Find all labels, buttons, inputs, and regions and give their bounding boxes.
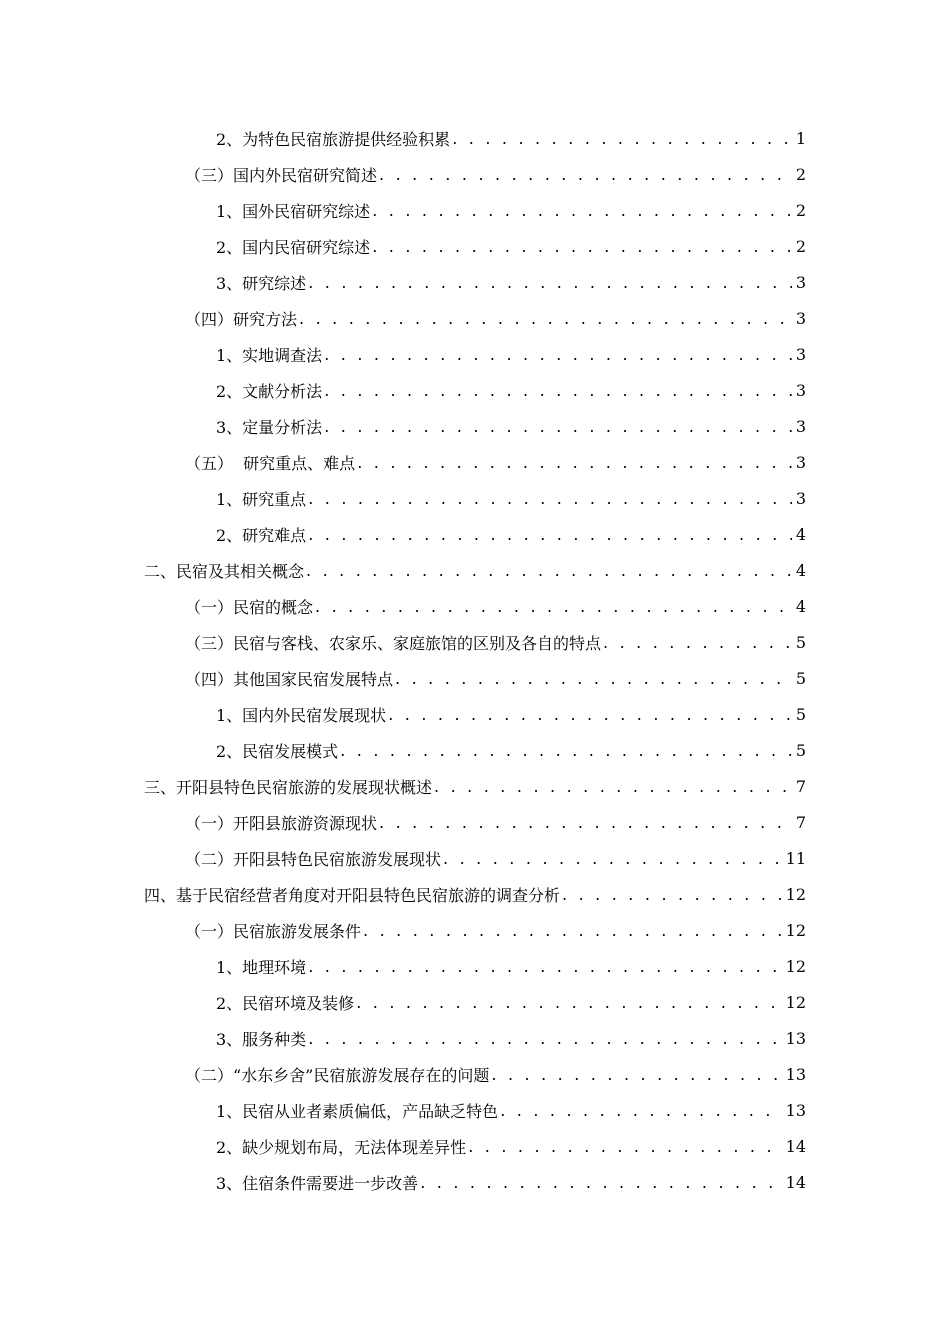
toc-entry-title: （二）开阳县特色民宿旅游发展现状 — [185, 849, 442, 869]
toc-dot-leader — [324, 417, 792, 436]
toc-entry-title: 2、为特色民宿旅游提供经验积累 — [216, 129, 451, 149]
toc-dot-leader — [420, 1173, 781, 1192]
toc-entry-title: 2、民宿发展模式 — [216, 741, 339, 761]
toc-page-number: 12 — [785, 956, 806, 976]
toc-dot-leader — [357, 453, 792, 472]
toc-entry[interactable] — [0, 300, 950, 336]
toc-page-number: 13 — [785, 1028, 806, 1048]
toc-entry[interactable] — [0, 588, 950, 624]
toc-dot-leader — [308, 273, 792, 292]
toc-page-number: 2 — [795, 200, 806, 220]
toc-entry-title: 1、地理环境 — [216, 957, 307, 977]
toc-entry[interactable] — [0, 804, 950, 840]
toc-entry[interactable] — [0, 372, 950, 408]
toc-entry[interactable] — [0, 912, 950, 948]
toc-dot-leader — [372, 201, 792, 220]
toc-entry[interactable] — [0, 1056, 950, 1092]
toc-entry[interactable] — [0, 264, 950, 300]
toc-page-number: 14 — [785, 1172, 806, 1192]
toc-dot-leader — [356, 993, 781, 1012]
toc-dot-leader — [434, 777, 792, 796]
toc-dot-leader — [372, 237, 792, 256]
toc-entry-title: 四、基于民宿经营者角度对开阳县特色民宿旅游的调查分析 — [144, 885, 561, 905]
toc-page-number: 3 — [795, 416, 806, 436]
toc-page-number: 3 — [795, 488, 806, 508]
toc-entry-title: 1、国内外民宿发展现状 — [216, 705, 387, 725]
toc-dot-leader — [379, 813, 792, 832]
toc-page-number: 11 — [785, 848, 806, 868]
toc-entry[interactable] — [0, 120, 950, 156]
toc-page-number: 3 — [795, 344, 806, 364]
toc-entry[interactable] — [0, 444, 950, 480]
toc-entry-title: 2、缺少规划布局，无法体现差异性 — [216, 1137, 467, 1157]
toc-page-number: 12 — [785, 884, 806, 904]
toc-dot-leader — [308, 489, 792, 508]
toc-entry[interactable] — [0, 840, 950, 876]
toc-entry[interactable] — [0, 156, 950, 192]
toc-entry[interactable] — [0, 876, 950, 912]
toc-entry-title: 二、民宿及其相关概念 — [144, 561, 305, 581]
toc-entry[interactable] — [0, 1128, 950, 1164]
toc-page-number: 3 — [795, 272, 806, 292]
toc-dot-leader — [340, 741, 792, 760]
toc-entry[interactable] — [0, 948, 950, 984]
toc-entry[interactable] — [0, 1020, 950, 1056]
toc-dot-leader — [308, 525, 792, 544]
toc-entry[interactable] — [0, 1092, 950, 1128]
toc-entry-title: 3、住宿条件需要进一步改善 — [216, 1173, 419, 1193]
toc-page-number: 12 — [785, 992, 806, 1012]
toc-entry[interactable] — [0, 408, 950, 444]
toc-entry-title: （一）民宿的概念 — [185, 597, 314, 617]
table-of-contents — [0, 120, 950, 1200]
toc-entry[interactable] — [0, 768, 950, 804]
toc-page-number: 3 — [795, 380, 806, 400]
toc-dot-leader — [491, 1065, 781, 1084]
toc-dot-leader — [324, 381, 792, 400]
toc-entry-title: 2、民宿环境及装修 — [216, 993, 355, 1013]
toc-entry-title: （一）开阳县旅游资源现状 — [185, 813, 378, 833]
toc-entry-title: 2、国内民宿研究综述 — [216, 237, 371, 257]
toc-page-number: 5 — [795, 632, 806, 652]
toc-dot-leader — [603, 633, 792, 652]
toc-page-number: 14 — [785, 1136, 806, 1156]
toc-entry-title: 2、文献分析法 — [216, 381, 323, 401]
toc-dot-leader — [299, 309, 792, 328]
toc-dot-leader — [315, 597, 792, 616]
toc-entry-title: 1、民宿从业者素质偏低，产品缺乏特色 — [216, 1101, 499, 1121]
toc-page-number: 13 — [785, 1100, 806, 1120]
toc-page-number: 4 — [795, 560, 806, 580]
toc-entry-title: 1、研究重点 — [216, 489, 307, 509]
toc-entry[interactable] — [0, 624, 950, 660]
toc-dot-leader — [324, 345, 792, 364]
toc-entry-title: （一）民宿旅游发展条件 — [185, 921, 362, 941]
toc-page-number: 5 — [795, 740, 806, 760]
toc-dot-leader — [562, 885, 782, 904]
toc-entry[interactable] — [0, 696, 950, 732]
toc-page-number: 7 — [795, 776, 806, 796]
toc-entry[interactable] — [0, 192, 950, 228]
toc-entry-title: （五） 研究重点、难点 — [185, 453, 356, 473]
toc-page-number: 2 — [795, 164, 806, 184]
toc-page-number: 12 — [785, 920, 806, 940]
toc-entry-title: （四）研究方法 — [185, 309, 298, 329]
toc-entry-title: 3、研究综述 — [216, 273, 307, 293]
toc-dot-leader — [395, 669, 792, 688]
toc-page-number: 1 — [795, 128, 806, 148]
toc-entry-title: 3、定量分析法 — [216, 417, 323, 437]
toc-entry[interactable] — [0, 228, 950, 264]
toc-entry-title: （三）民宿与客栈、农家乐、家庭旅馆的区别及各自的特点 — [185, 633, 602, 653]
toc-page-number: 5 — [795, 668, 806, 688]
toc-entry[interactable] — [0, 660, 950, 696]
toc-dot-leader — [308, 1029, 781, 1048]
toc-dot-leader — [308, 957, 781, 976]
toc-entry[interactable] — [0, 984, 950, 1020]
toc-entry[interactable] — [0, 1164, 950, 1200]
toc-dot-leader — [306, 561, 792, 580]
toc-entry[interactable] — [0, 552, 950, 588]
toc-entry[interactable] — [0, 336, 950, 372]
toc-dot-leader — [363, 921, 782, 940]
toc-dot-leader — [500, 1101, 781, 1120]
toc-entry[interactable] — [0, 732, 950, 768]
toc-page-number: 4 — [795, 596, 806, 616]
toc-entry[interactable] — [0, 516, 950, 552]
toc-dot-leader — [388, 705, 792, 724]
toc-entry-title: （三）国内外民宿研究简述 — [185, 165, 378, 185]
toc-entry-title: （四）其他国家民宿发展特点 — [185, 669, 394, 689]
toc-page-number: 3 — [795, 452, 806, 472]
toc-entry[interactable] — [0, 480, 950, 516]
toc-dot-leader — [468, 1137, 781, 1156]
toc-page-number: 7 — [795, 812, 806, 832]
toc-dot-leader — [443, 849, 782, 868]
toc-entry-title: 3、服务种类 — [216, 1029, 307, 1049]
toc-entry-title: 三、开阳县特色民宿旅游的发展现状概述 — [144, 777, 433, 797]
toc-page-number: 5 — [795, 704, 806, 724]
toc-entry-title: 1、实地调查法 — [216, 345, 323, 365]
toc-entry-title: 1、国外民宿研究综述 — [216, 201, 371, 221]
toc-entry-title: （二）“水东乡舍”民宿旅游发展存在的问题 — [185, 1065, 490, 1085]
toc-entry-title: 2、研究难点 — [216, 525, 307, 545]
toc-page-number: 3 — [795, 308, 806, 328]
toc-dot-leader — [379, 165, 792, 184]
toc-page-number: 13 — [785, 1064, 806, 1084]
toc-page-number: 4 — [795, 524, 806, 544]
toc-dot-leader — [452, 129, 792, 148]
toc-page-number: 2 — [795, 236, 806, 256]
